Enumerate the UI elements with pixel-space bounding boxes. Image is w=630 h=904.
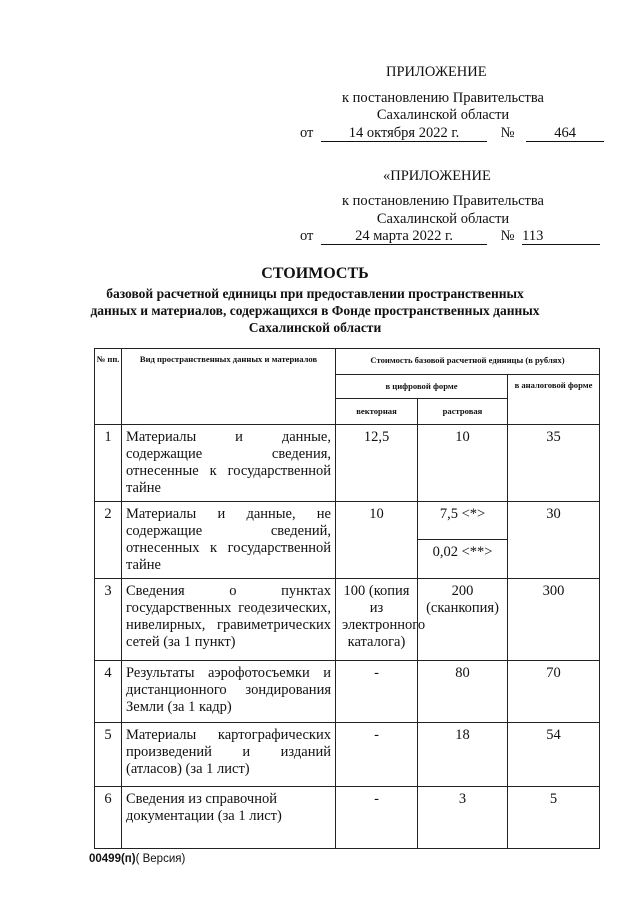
header-analog: в аналоговой форме — [508, 375, 600, 425]
row-number: 4 — [95, 661, 122, 723]
header-digital: в цифровой форме — [336, 375, 508, 399]
table-row — [95, 579, 600, 661]
row-kind: Материалы картографических произведений и изданий (атласов) (за 1 лист) — [122, 723, 336, 787]
header-cost: Стоимость базовой расчетной единицы (в рублях) — [336, 349, 600, 375]
resolution-line-1: к постановлению Правительства — [342, 90, 544, 106]
table-row — [95, 723, 600, 787]
header-num: № пп. — [95, 349, 122, 425]
appendix-title: ПРИЛОЖЕНИЕ — [386, 64, 487, 80]
row-raster-2: 0,02 <**> — [418, 539, 508, 578]
header-vector: векторная — [336, 399, 418, 425]
row-analog: 35 — [508, 425, 600, 502]
table-row — [95, 787, 600, 849]
row-analog: 30 — [508, 502, 600, 579]
row-raster: 80 — [418, 661, 508, 723]
header-raster: растровая — [418, 399, 508, 425]
row-vector: - — [336, 723, 418, 787]
doc-subtitle-2: данных и материалов, содержащихся в Фонде пространственных данных — [90, 303, 540, 318]
row-raster: 3 — [418, 787, 508, 849]
row-number: 1 — [95, 425, 122, 502]
resolution-2-date: 24 марта 2022 г. — [321, 228, 487, 245]
row-kind: Сведения из справочной документации (за 1 лист) — [122, 787, 336, 849]
row-analog: 70 — [508, 661, 600, 723]
resolution-2-number: 113 — [522, 228, 600, 245]
number-label: № — [500, 125, 515, 141]
doc-subtitle-1: базовой расчетной единицы при предоставлении пространственных — [106, 286, 524, 301]
resolution-2-line-2: Сахалинской области — [376, 211, 510, 227]
row-analog: 5 — [508, 787, 600, 849]
header-kind: Вид пространственных данных и материалов — [122, 349, 336, 425]
row-raster: 18 — [418, 723, 508, 787]
resolution-line-2: Сахалинской области — [376, 107, 510, 123]
row-number: 2 — [95, 502, 122, 579]
resolution-2-date-row — [300, 228, 600, 245]
doc-subtitle-3: Сахалинской области — [248, 320, 382, 335]
row-kind: Материалы и данные, содержащие сведения, отнесенные к государственной тайне — [122, 425, 336, 502]
from-label-2: от — [300, 228, 314, 244]
from-label: от — [300, 125, 314, 141]
number-label-2: № — [500, 228, 515, 244]
row-kind: Материалы и данные, не содержащие сведений, отнесенных к государственной тайне — [122, 502, 336, 579]
row-vector: - — [336, 661, 418, 723]
doc-title: СТОИМОСТЬ — [261, 265, 369, 282]
row-vector: 10 — [336, 502, 418, 579]
row-kind: Сведения о пунктах государственных геодезических, нивелирных, гравиметрических сетей (за 1 пункт) — [122, 579, 336, 661]
row-number: 3 — [95, 579, 122, 661]
footer — [89, 853, 185, 865]
row-vector: - — [336, 787, 418, 849]
row-vector: 100 (копия из электронного каталога) — [336, 579, 418, 661]
row-number: 5 — [95, 723, 122, 787]
row-analog: 54 — [508, 723, 600, 787]
table-row — [95, 661, 600, 723]
table-row — [95, 502, 600, 540]
row-analog: 300 — [508, 579, 600, 661]
resolution-date: 14 октября 2022 г. — [321, 125, 487, 142]
cost-table — [94, 348, 600, 849]
row-number: 6 — [95, 787, 122, 849]
row-raster: 10 — [418, 425, 508, 502]
resolution-date-row — [300, 125, 604, 142]
footer-version: ( Версия) — [135, 853, 186, 865]
appendix-title-2: «ПРИЛОЖЕНИЕ — [383, 168, 491, 184]
row-vector: 12,5 — [336, 425, 418, 502]
footer-code: 00499(п) — [89, 853, 136, 865]
row-kind: Результаты аэрофотосъемки и дистанционного зондирования Земли (за 1 кадр) — [122, 661, 336, 723]
row-raster: 200 (сканкопия) — [418, 579, 508, 661]
row-raster: 7,5 <*> — [418, 502, 508, 540]
resolution-2-line-1: к постановлению Правительства — [342, 193, 544, 209]
resolution-number: 464 — [526, 125, 604, 142]
table-row — [95, 425, 600, 502]
